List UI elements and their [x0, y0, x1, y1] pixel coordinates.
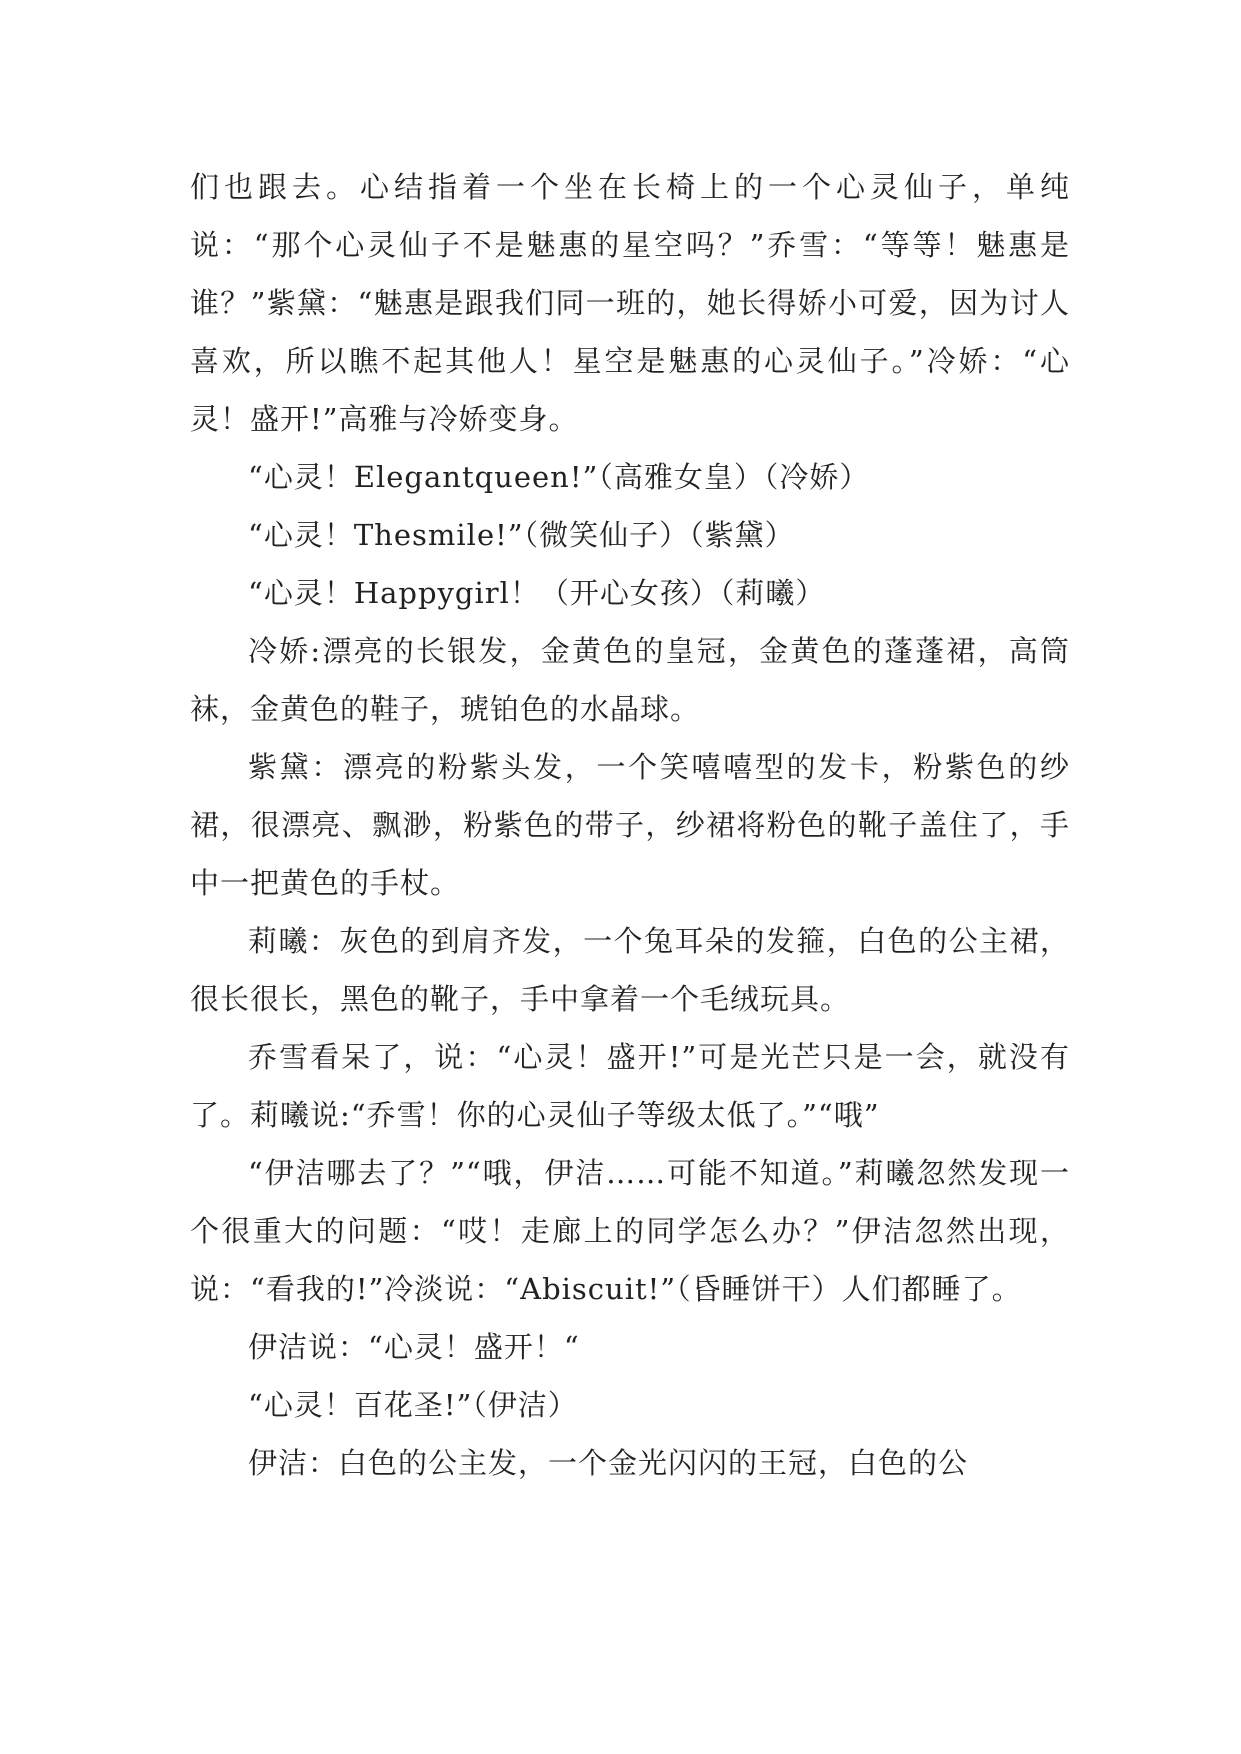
paragraph-7: 莉曦：灰色的到肩齐发，一个兔耳朵的发箍，白色的公主裙，很长很长，黑色的靴子，手中拿着一个毛绒玩具。: [190, 924, 1070, 1016]
paragraph-10: 伊洁说：“心灵！盛开！“: [248, 1330, 580, 1364]
paragraph-12: 伊洁：白色的公主发，一个金光闪闪的王冠，白色的公: [248, 1446, 969, 1480]
paragraph-11: “心灵！百花圣!”（伊洁）: [248, 1388, 578, 1422]
paragraph-8: 乔雪看呆了，说：“心灵！盛开!”可是光芒只是一会，就没有了。莉曦说:“乔雪！你的心灵仙子等级太低了。”“哦”: [190, 1040, 1070, 1132]
paragraph-1: 们也跟去。心结指着一个坐在长椅上的一个心灵仙子，单纯说：“那个心灵仙子不是魅惠的星空吗？”乔雪：“等等！魅惠是谁？”紫黛：“魅惠是跟我们同一班的，她长得娇小可爱，因为讨人喜欢，所以瞧不起其他人！星空是魅惠的心灵仙子。”冷娇：“心灵！盛开!”高雅与冷娇变身。: [190, 170, 1070, 436]
paragraph-4: “心灵！Happygirl！（开心女孩）（莉曦）: [248, 576, 826, 610]
paragraph-2: “心灵！Elegantqueen!”（高雅女皇）（冷娇）: [248, 460, 870, 494]
paragraph-6: 紫黛：漂亮的粉紫头发，一个笑嘻嘻型的发卡，粉紫色的纱裙，很漂亮、飘渺，粉紫色的带子，纱裙将粉色的靴子盖住了，手中一把黄色的手杖。: [190, 750, 1070, 900]
body-text: [190, 158, 1070, 1492]
paragraph-9: “伊洁哪去了？”“哦，伊洁……可能不知道。”莉曦忽然发现一个很重大的问题：“哎！走廊上的同学怎么办？”伊洁忽然出现，说：“看我的!”冷淡说：“Abiscuit!”（昏睡饼干）人们都睡了。: [190, 1156, 1070, 1306]
paragraph-3: “心灵！Thesmile!”（微笑仙子）（紫黛）: [248, 518, 795, 552]
paragraph-5: 冷娇:漂亮的长银发，金黄色的皇冠，金黄色的蓬蓬裙，高筒袜，金黄色的鞋子，琥铂色的水晶球。: [190, 634, 1070, 726]
